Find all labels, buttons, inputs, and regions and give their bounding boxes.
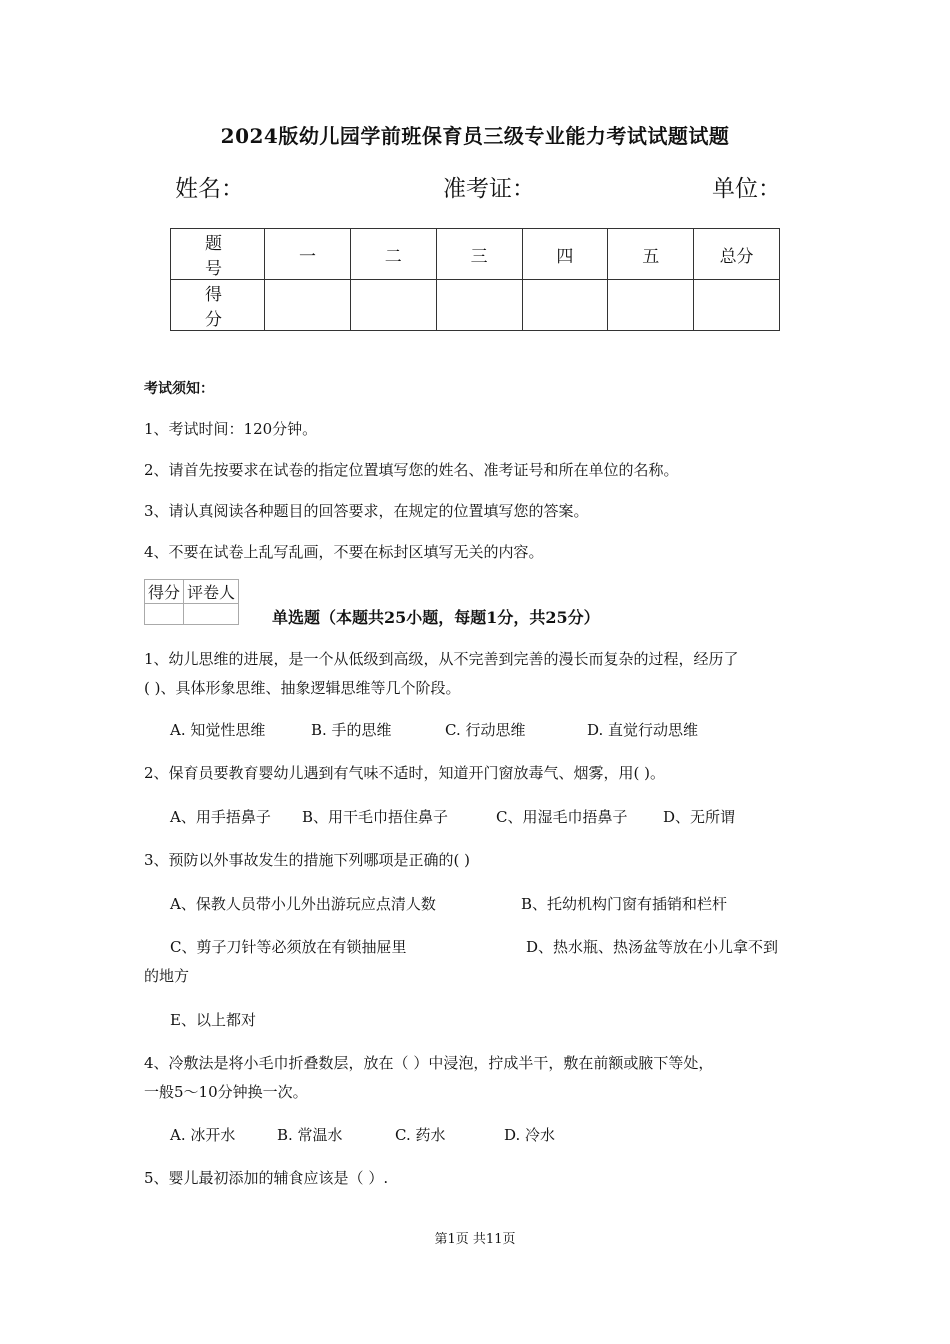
score-table-cell: 题 号 (171, 229, 265, 280)
option[interactable]: C、用湿毛巾捂鼻子 (496, 808, 628, 826)
option[interactable]: A. 知觉性思维 (170, 721, 266, 739)
option-cont: 的地方 (144, 967, 190, 985)
option[interactable]: A、保教人员带小儿外出游玩应点清人数 (170, 895, 436, 913)
option[interactable]: B. 手的思维 (311, 721, 392, 739)
question-2: 2、保育员要教育婴幼儿遇到有气味不适时，知道开门窗放毒气、烟雾，用( )。 (144, 764, 666, 782)
option[interactable]: B、用干毛巾捂住鼻子 (302, 808, 449, 826)
notes-item: 1、考试时间：120分钟。 (144, 420, 318, 438)
score-table-cell: 一 (265, 229, 351, 280)
score-entry-cell[interactable] (436, 280, 522, 331)
section-title: 单选题（本题共25小题，每题1分，共25分） (272, 608, 600, 627)
option[interactable]: C. 药水 (395, 1126, 446, 1144)
unit-field-label: 单位： (712, 176, 781, 202)
score-table-score-row (171, 280, 780, 331)
score-table-cell: 二 (350, 229, 436, 280)
exam-id-field-label: 准考证： (443, 176, 535, 202)
question-1: 1、幼儿思维的进展，是一个从低级到高级，从不完善到完善的漫长而复杂的过程，经历了 (144, 650, 739, 668)
score-entry-cell[interactable] (265, 280, 351, 331)
score-table-cell: 五 (608, 229, 694, 280)
question-4: 4、冷敷法是将小毛巾折叠数层，放在（ ）中浸泡，拧成半干，敷在前额或腋下等处， (144, 1054, 714, 1072)
page-footer: 第1页 共11页 (434, 1232, 516, 1247)
grader-score-label: 得分 (145, 580, 184, 604)
option[interactable]: B、托幼机构门窗有插销和栏杆 (521, 895, 728, 913)
notes-title: 考试须知： (144, 381, 214, 397)
question-3: 3、预防以外事故发生的措施下列哪项是正确的( ) (144, 851, 471, 869)
page-title: 2024版幼儿园学前班保育员三级专业能力考试试题试题 (220, 124, 730, 148)
score-table-cell: 三 (436, 229, 522, 280)
question-1-cont: ( )、具体形象思维、抽象逻辑思维等几个阶段。 (144, 679, 461, 697)
option[interactable]: E、以上都对 (170, 1011, 256, 1029)
name-field-label: 姓名： (175, 176, 244, 202)
score-entry-cell[interactable] (608, 280, 694, 331)
option[interactable]: D. 直觉行动思维 (587, 721, 699, 739)
score-table-cell: 四 (522, 229, 608, 280)
option[interactable]: B. 常温水 (277, 1126, 343, 1144)
question-4-cont: 一般5～10分钟换一次。 (144, 1083, 308, 1101)
option[interactable]: D. 冷水 (504, 1126, 556, 1144)
notes-item: 3、请认真阅读各种题目的回答要求，在规定的位置填写您的答案。 (144, 502, 589, 520)
grader-box (144, 579, 239, 625)
option[interactable]: D、热水瓶、热汤盆等放在小儿拿不到 (526, 938, 779, 956)
option[interactable]: D、无所谓 (663, 808, 736, 826)
grader-name-cell[interactable] (184, 604, 239, 625)
option[interactable]: A. 冰开水 (170, 1126, 236, 1144)
question-5: 5、婴儿最初添加的辅食应该是（ ）. (144, 1169, 389, 1187)
option[interactable]: C. 行动思维 (445, 721, 526, 739)
score-table-cell: 总分 (694, 229, 780, 280)
notes-item: 2、请首先按要求在试卷的指定位置填写您的姓名、准考证号和所在单位的名称。 (144, 461, 679, 479)
score-entry-cell[interactable] (350, 280, 436, 331)
score-entry-cell[interactable] (694, 280, 780, 331)
score-entry-cell[interactable] (522, 280, 608, 331)
score-table-header-row (171, 229, 780, 280)
score-row-label: 得 分 (171, 280, 265, 331)
notes-item: 4、不要在试卷上乱写乱画，不要在标封区填写无关的内容。 (144, 543, 544, 561)
score-table (170, 228, 780, 331)
option[interactable]: C、剪子刀针等必须放在有锁抽屉里 (170, 938, 407, 956)
option[interactable]: A、用手捂鼻子 (170, 808, 271, 826)
grader-name-label: 评卷人 (184, 580, 239, 604)
grader-score-cell[interactable] (145, 604, 184, 625)
